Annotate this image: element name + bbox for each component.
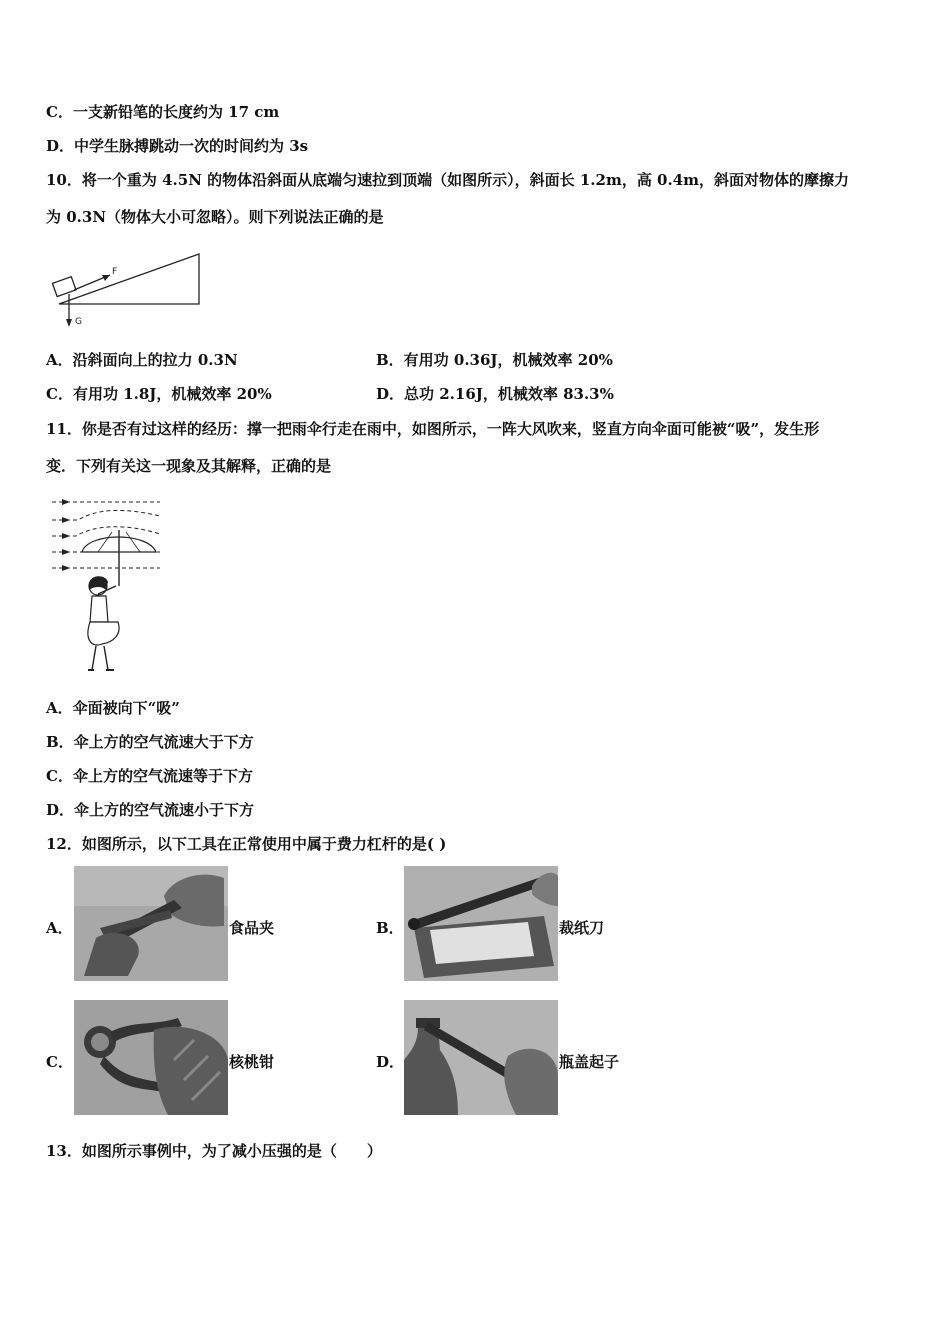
q12-option-a-letter: A． (46, 919, 73, 937)
q12-option-c-label: 核桃钳 (229, 1053, 275, 1071)
q12-nutcracker-photo (74, 1000, 228, 1115)
q10-stem-line2: 为 0.3N（物体大小可忽略）。则下列说法正确的是 (46, 208, 384, 226)
q10-option-b: B．有用功 0.36J，机械效率 20% (376, 351, 613, 369)
q11-stem-line1: 11．你是否有过这样的经历：撑一把雨伞行走在雨中，如图所示，一阵大风吹来，竖直方向伞面可能被“吸”，发生形 (46, 420, 820, 438)
q11-umbrella-figure (48, 494, 168, 684)
q12-stem: 12．如图所示，以下工具在正常使用中属于费力杠杆的是( ) (46, 835, 447, 853)
q10-gravity-label: G (75, 317, 82, 327)
q10-stem-line1: 10．将一个重为 4.5N 的物体沿斜面从底端匀速拉到顶端（如图所示），斜面长 1.2m，高 0.4m，斜面对物体的摩擦力 (46, 171, 850, 189)
q13-stem: 13．如图所示事例中，为了减小压强的是（ ） (46, 1142, 382, 1160)
q12-paper-cutter-photo (404, 866, 558, 981)
q12-bottle-opener-photo (404, 1000, 558, 1115)
q12-option-b-label: 裁纸刀 (559, 919, 605, 937)
q12-option-d-letter: D． (376, 1053, 405, 1071)
q12-food-tongs-photo (74, 866, 228, 981)
q10-option-a: A．沿斜面向上的拉力 0.3N (46, 351, 238, 369)
q11-option-d: D．伞上方的空气流速小于下方 (46, 801, 255, 819)
q12-option-a-label: 食品夹 (229, 919, 275, 937)
q12-option-b-letter: B． (376, 919, 404, 937)
q10-option-d: D．总功 2.16J，机械效率 83.3% (376, 385, 614, 403)
q11-option-b: B．伞上方的空气流速大于下方 (46, 733, 254, 751)
q9-option-c: C．一支新铅笔的长度约为 17 cm (46, 103, 280, 121)
q11-option-c: C．伞上方的空气流速等于下方 (46, 767, 253, 785)
q12-option-d-label: 瓶盖起子 (559, 1053, 620, 1071)
q10-incline-figure (44, 248, 214, 332)
q9-option-d: D．中学生脉搏跳动一次的时间约为 3s (46, 137, 309, 155)
q11-stem-line2: 变．下列有关这一现象及其解释，正确的是 (46, 457, 332, 475)
q10-option-c: C．有用功 1.8J，机械效率 20% (46, 385, 272, 403)
q12-option-c-letter: C． (46, 1053, 73, 1071)
q11-option-a: A．伞面被向下“吸” (46, 699, 180, 717)
q10-force-label: F (112, 267, 118, 277)
